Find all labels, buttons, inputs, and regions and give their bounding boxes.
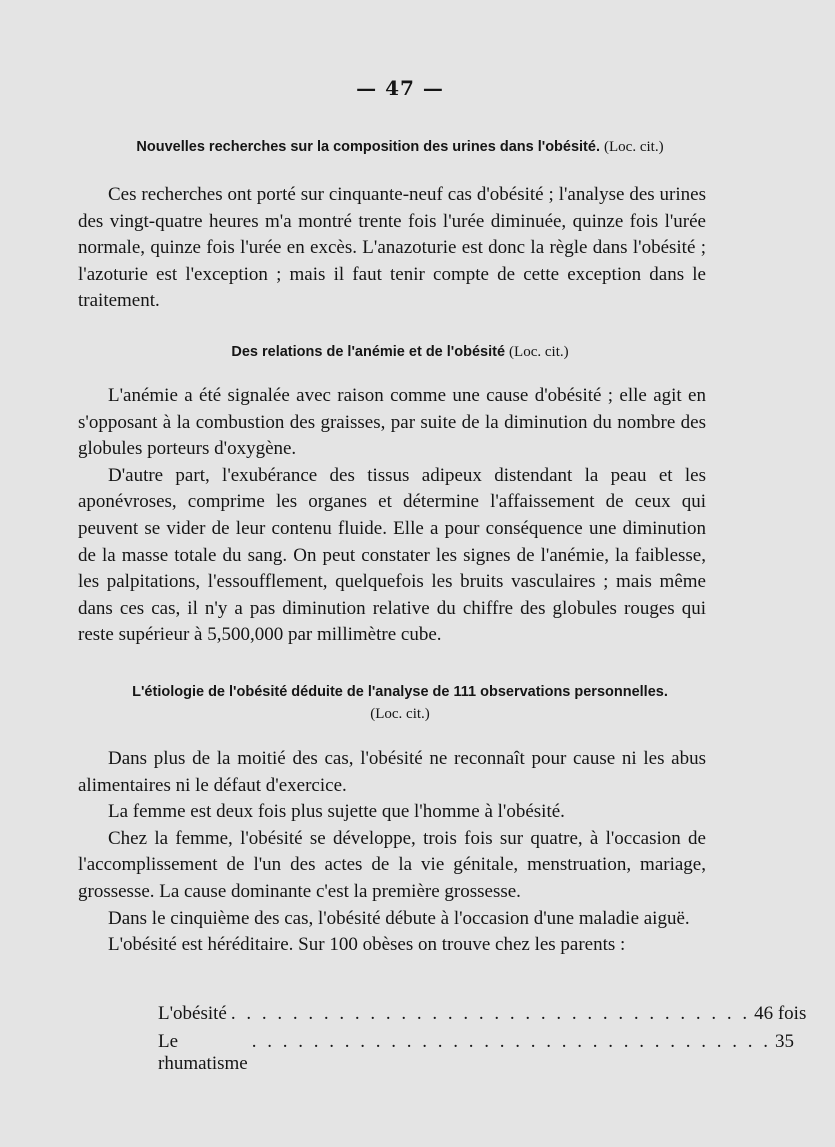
paragraph: La femme est deux fois plus sujette que l'homme à l'obésité. — [108, 801, 565, 823]
heading-text: Des relations de l'anémie et de l'obésité — [231, 344, 506, 360]
heading-citation: (Loc. cit.) — [370, 706, 430, 722]
paragraph: Dans plus de la moitié des cas, l'obésité ne reconnaît pour cause ni les abus alimentaires ni le défaut d'exercice. — [78, 748, 706, 796]
section-heading-etiologie — [80, 681, 720, 725]
heading-citation: (Loc. cit.) — [509, 344, 569, 360]
heredity-value: 46 fois — [754, 1003, 807, 1024]
section-body-anemie — [78, 383, 706, 649]
heredity-label: L'obésité — [158, 1003, 227, 1024]
paragraph: L'anémie a été signalée avec raison comme une cause d'obésité ; elle agit en s'opposant à la combustion des graisses, par suite de la diminution du nombre des globules porteurs d'oxygène. — [78, 385, 706, 460]
paragraph: D'autre part, l'exubérance des tissus adipeux distendant la peau et les aponévroses, comprime les organes et détermine l'affaissement de ceux qui peuvent se vider de leur contenu fluide. Elle a pour conséquence une diminution de la masse totale du sang. On peut constater les signes de l'anémie, la faiblesse, les palpitations, l'essoufflement, quelquefois les bruits vasculaires ; mais même dans ces cas, il n'y a pas diminution relative du chiffre des globules rouges qui reste supérieur à 5,500,000 par millimètre cube. — [78, 464, 706, 646]
leader-dots: . . . . . . . . . . . . . . . . . . . . . . . . . . . . . . . . . . — [251, 1031, 771, 1052]
paragraph: Chez la femme, l'obésité se développe, trois fois sur quatre, à l'occasion de l'accomplissement de l'un des actes de la vie génitale, menstruation, mariage, grossesse. La cause dominante c'est la première grossesse. — [78, 827, 706, 902]
paragraph: Ces recherches ont porté sur cinquante-neuf cas d'obésité ; l'analyse des urines des vingt-quatre heures m'a montré trente fois l'urée diminuée, quinze fois l'urée normale, quinze fois l'urée en excès. L'anazoturie est donc la règle dans l'obésité ; l'azoturie est l'exception ; mais il faut tenir compte de cette exception dans le traitement. — [78, 184, 706, 312]
heading-text: Nouvelles recherches sur la composition des urines dans l'obésité. — [136, 139, 600, 155]
heredity-row — [158, 1003, 807, 1025]
section-heading-anemie — [80, 341, 720, 363]
heading-citation: (Loc. cit.) — [604, 139, 664, 155]
section-body-urines — [78, 182, 706, 315]
heading-text: L'étiologie de l'obésité déduite de l'analyse de 111 observations personnelles. — [132, 684, 668, 700]
paragraph: Dans le cinquième des cas, l'obésité débute à l'occasion d'une maladie aiguë. — [108, 907, 690, 929]
leader-dots: . . . . . . . . . . . . . . . . . . . . . . . . . . . . . . . . . . — [230, 1003, 751, 1024]
section-heading-urines — [80, 136, 720, 158]
heredity-row — [158, 1031, 794, 1075]
heredity-value: 35 — [774, 1031, 794, 1052]
section-body-etiologie — [78, 746, 706, 959]
heredity-label: Le rhumatisme — [158, 1031, 248, 1074]
page-number: — 47 — — [356, 76, 444, 100]
paragraph: L'obésité est héréditaire. Sur 100 obèses on trouve chez les parents : — [108, 934, 626, 956]
